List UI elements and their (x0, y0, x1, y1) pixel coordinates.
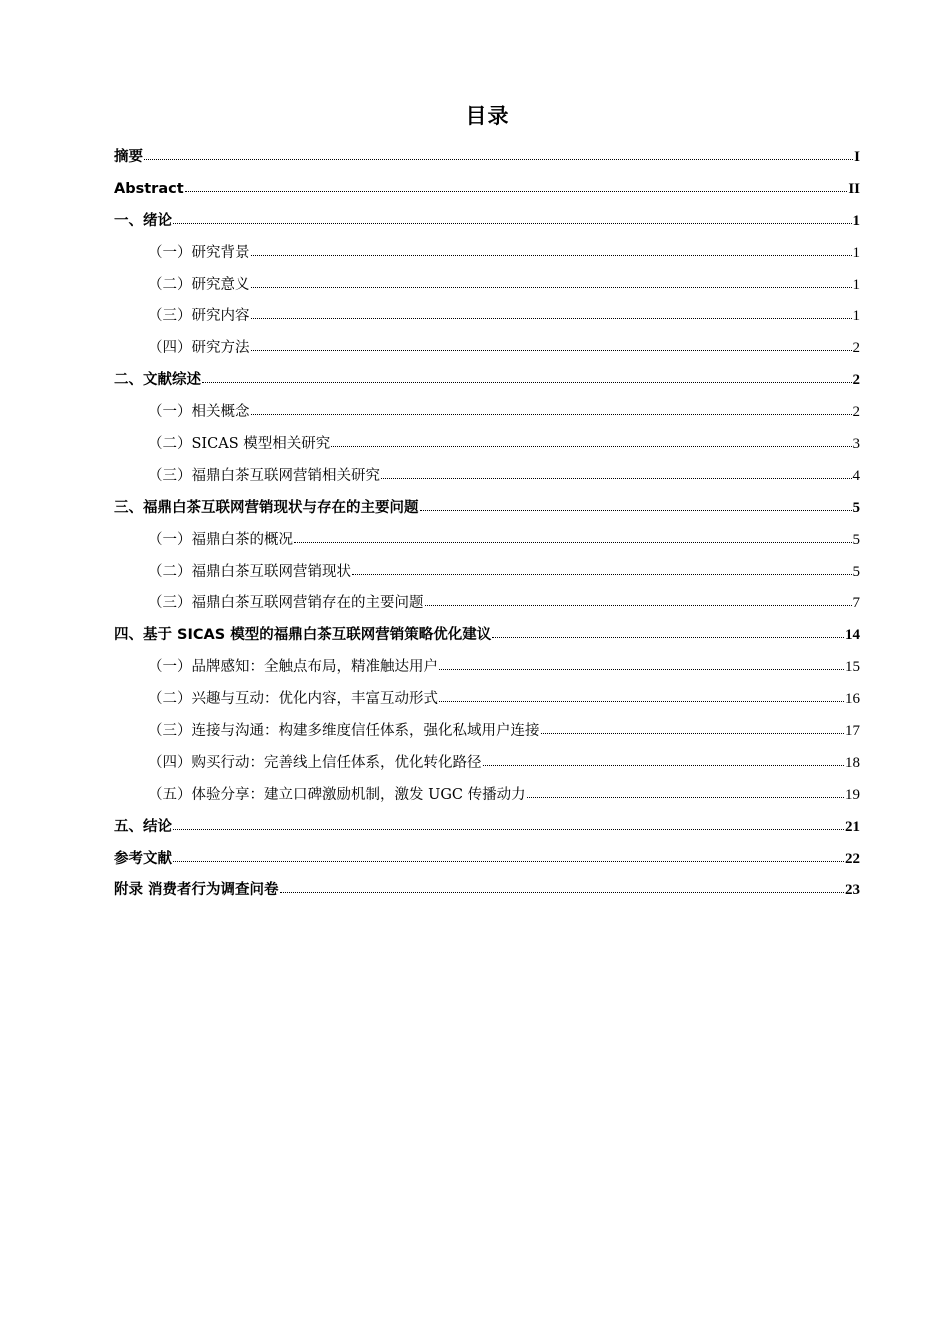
toc-entry[interactable] (114, 557, 860, 589)
toc-dot-leader (331, 444, 851, 447)
toc-entry-label: Abstract (114, 180, 184, 197)
toc-entry-label: （五）体验分享：建立口碑激励机制，激发 UGC 传播动力 (148, 786, 526, 803)
toc-dot-leader (251, 348, 852, 351)
toc-entry-page-number: 2 (852, 340, 860, 357)
toc-entry[interactable] (114, 206, 860, 238)
toc-entry[interactable] (114, 716, 860, 748)
toc-entry-page-number: 19 (845, 786, 860, 803)
toc-entry-page-number: 18 (845, 754, 860, 771)
toc-entry-label: （二）兴趣与互动：优化内容，丰富互动形式 (148, 691, 438, 708)
toc-entry[interactable] (114, 142, 860, 174)
toc-entry-page-number: 23 (845, 882, 860, 899)
toc-entry[interactable] (114, 333, 860, 365)
toc-title: 目录 (465, 104, 510, 128)
toc-dot-leader (425, 603, 852, 606)
toc-entry-page-number: 1 (852, 212, 860, 229)
toc-entry[interactable] (114, 429, 860, 461)
toc-entry[interactable] (114, 875, 860, 907)
toc-entry-label: （一）相关概念 (148, 404, 250, 421)
toc-dot-leader (541, 731, 845, 734)
toc-entry[interactable] (114, 493, 860, 525)
toc-entry-label: （四）研究方法 (148, 340, 250, 357)
toc-dot-leader (439, 699, 844, 702)
toc-entry[interactable] (114, 588, 860, 620)
toc-entry-label: （一）研究背景 (148, 244, 250, 261)
toc-entry-page-number: 1 (852, 244, 860, 261)
toc-dot-leader (251, 253, 852, 256)
toc-entry[interactable] (114, 397, 860, 429)
toc-entry-label: （三）福鼎白茶互联网营销存在的主要问题 (148, 595, 424, 612)
toc-entry-label: （三）福鼎白茶互联网营销相关研究 (148, 467, 380, 484)
toc-dot-leader (352, 572, 852, 575)
toc-entry[interactable] (114, 748, 860, 780)
toc-entry-page-number: 1 (852, 308, 860, 325)
toc-dot-leader (294, 540, 852, 543)
toc-entry[interactable] (114, 270, 860, 302)
toc-entry-label: （二）福鼎白茶互联网营销现状 (148, 563, 351, 580)
toc-entry-label: 一、绪论 (114, 212, 172, 229)
toc-entry[interactable] (114, 780, 860, 812)
toc-entry-page-number: 2 (852, 372, 860, 389)
toc-entry-page-number: I (854, 149, 860, 165)
toc-entry-page-number: II (848, 180, 860, 197)
toc-dot-leader (173, 859, 844, 862)
toc-entry-label: 五、结论 (114, 818, 172, 835)
toc-entry[interactable] (114, 844, 860, 876)
toc-entry-page-number: 17 (845, 723, 860, 740)
toc-dot-leader (251, 412, 852, 415)
toc-dot-leader (251, 285, 852, 288)
toc-entry-label: 参考文献 (114, 850, 172, 867)
toc-entry-page-number: 1 (852, 276, 860, 293)
toc-entry-page-number: 3 (852, 436, 860, 453)
toc-entry-page-number: 15 (845, 659, 860, 676)
toc-dot-leader (420, 508, 852, 511)
toc-dot-leader (483, 763, 845, 766)
toc-entry[interactable] (114, 365, 860, 397)
toc-entry-label: （三）研究内容 (148, 308, 250, 325)
toc-entry[interactable] (114, 652, 860, 684)
toc-dot-leader (173, 827, 844, 830)
toc-entry[interactable] (114, 174, 860, 206)
toc-entry-label: （一）品牌感知：全触点布局，精准触达用户 (148, 659, 438, 676)
toc-dot-leader (439, 667, 844, 670)
toc-entry-page-number: 4 (852, 467, 860, 484)
toc-entry-page-number: 7 (852, 595, 860, 612)
toc-entry-label: （三）连接与沟通：构建多维度信任体系，强化私域用户连接 (148, 723, 540, 740)
toc-entry-page-number: 5 (852, 531, 860, 548)
toc-entry[interactable] (114, 812, 860, 844)
toc-entry-label: （二）研究意义 (148, 276, 250, 293)
toc-entry-label: 三、福鼎白茶互联网营销现状与存在的主要问题 (114, 499, 419, 516)
toc-entry-page-number: 5 (852, 499, 860, 516)
table-of-contents (114, 142, 860, 907)
toc-entry[interactable] (114, 684, 860, 716)
toc-entry[interactable] (114, 525, 860, 557)
toc-entry-label: 四、基于 SICAS 模型的福鼎白茶互联网营销策略优化建议 (114, 627, 492, 644)
toc-dot-leader (202, 380, 852, 383)
toc-entry-label: （一）福鼎白茶的概况 (148, 531, 293, 548)
toc-entry[interactable] (114, 461, 860, 493)
toc-entry-label: （二）SICAS 模型相关研究 (148, 436, 331, 453)
toc-dot-leader (527, 795, 844, 798)
toc-entry-label: 二、文献综述 (114, 372, 201, 389)
toc-dot-leader (144, 157, 853, 160)
toc-dot-leader (185, 189, 848, 192)
toc-entry-page-number: 14 (845, 627, 860, 644)
toc-entry[interactable] (114, 301, 860, 333)
toc-dot-leader (251, 316, 852, 319)
toc-entry-page-number: 2 (852, 404, 860, 421)
toc-dot-leader (381, 476, 852, 479)
toc-dot-leader (173, 221, 852, 224)
toc-entry[interactable] (114, 620, 860, 652)
toc-dot-leader (492, 635, 844, 638)
toc-entry-label: 摘要 (114, 149, 143, 165)
toc-entry-page-number: 22 (845, 850, 860, 867)
toc-entry-page-number: 16 (845, 691, 860, 708)
toc-entry-page-number: 5 (852, 563, 860, 580)
toc-dot-leader (280, 890, 844, 893)
toc-entry[interactable] (114, 238, 860, 270)
toc-entry-page-number: 21 (845, 818, 860, 835)
toc-entry-label: 附录 消费者行为调查问卷 (114, 882, 279, 899)
toc-entry-label: （四）购买行动：完善线上信任体系，优化转化路径 (148, 754, 482, 771)
